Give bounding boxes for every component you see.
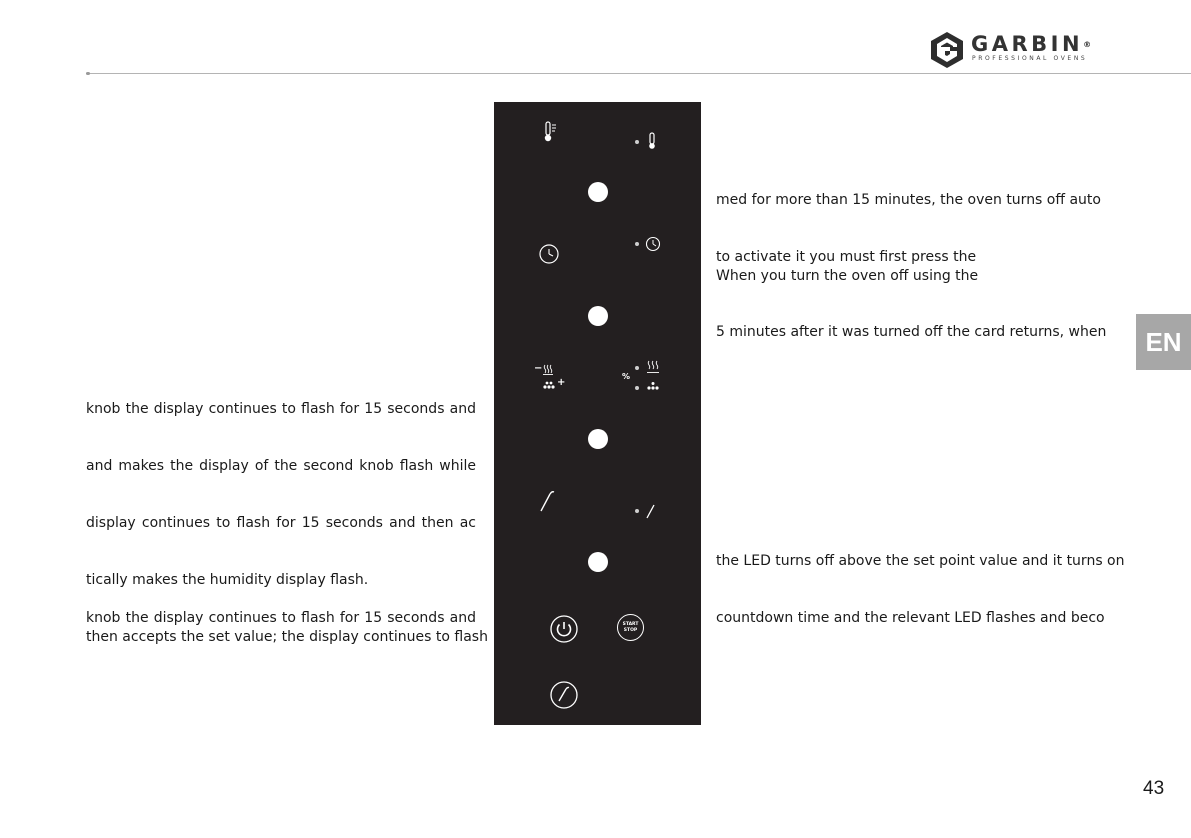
power-button[interactable] <box>549 614 579 644</box>
start-stop-button[interactable] <box>617 614 644 641</box>
left-text-line: knob the display continues to flash for 15 seconds and <box>86 610 476 626</box>
drops-small-icon <box>646 381 660 391</box>
clock-small-icon <box>645 236 661 252</box>
probe-knob[interactable] <box>588 552 608 572</box>
steam-small-icon <box>646 360 660 374</box>
clock-icon <box>538 243 560 265</box>
right-text-line: to activate it you must first press the <box>716 249 977 265</box>
steam-icon <box>542 364 554 375</box>
timer-knob[interactable] <box>588 306 608 326</box>
timer-led <box>635 242 639 246</box>
probe-button[interactable] <box>549 680 579 710</box>
left-text-line: tically makes the humidity display flash. <box>86 572 369 588</box>
plus-sign: + <box>557 377 566 388</box>
header-rule <box>86 73 1191 74</box>
core-probe-small-icon <box>645 502 657 520</box>
brand-tagline: PROFESSIONAL OVENS <box>972 55 1088 62</box>
start-label: START <box>622 622 639 627</box>
steam-led <box>635 366 639 370</box>
thermometer-icon <box>541 121 561 143</box>
header-rule-dot <box>86 72 90 75</box>
right-text-line: When you turn the oven off using the <box>716 268 979 284</box>
humidity-knob[interactable] <box>588 429 608 449</box>
left-text-line: display continues to flash for 15 seconds and then ac <box>86 515 476 531</box>
right-text-line: med for more than 15 minutes, the oven turns off auto <box>716 192 1101 208</box>
thermometer-small-icon <box>647 132 657 150</box>
garbin-logo-icon <box>928 30 966 70</box>
page-number: 43 <box>1143 778 1165 799</box>
brand-name: GARBIN® <box>971 32 1092 56</box>
humidity-percent: % <box>622 372 631 381</box>
right-text-line: 5 minutes after it was turned off the card returns, when <box>716 324 1107 340</box>
right-text-line: countdown time and the relevant LED flashes and beco <box>716 610 1105 626</box>
language-tab-en[interactable]: EN <box>1136 314 1191 370</box>
left-text-line: and makes the display of the second knob flash while <box>86 458 476 474</box>
probe-led <box>635 509 639 513</box>
temperature-led <box>635 140 639 144</box>
left-text-line: then accepts the set value; the display continues to flash <box>86 629 488 645</box>
core-probe-icon <box>538 488 556 514</box>
stop-label: STOP <box>623 628 638 633</box>
temperature-knob[interactable] <box>588 182 608 202</box>
left-text-line: knob the display continues to flash for 15 seconds and <box>86 401 476 417</box>
right-text-line: the LED turns off above the set point value and it turns on <box>716 553 1125 569</box>
minus-sign: − <box>534 363 543 374</box>
humidity-led <box>635 386 639 390</box>
drops-icon <box>542 381 556 390</box>
